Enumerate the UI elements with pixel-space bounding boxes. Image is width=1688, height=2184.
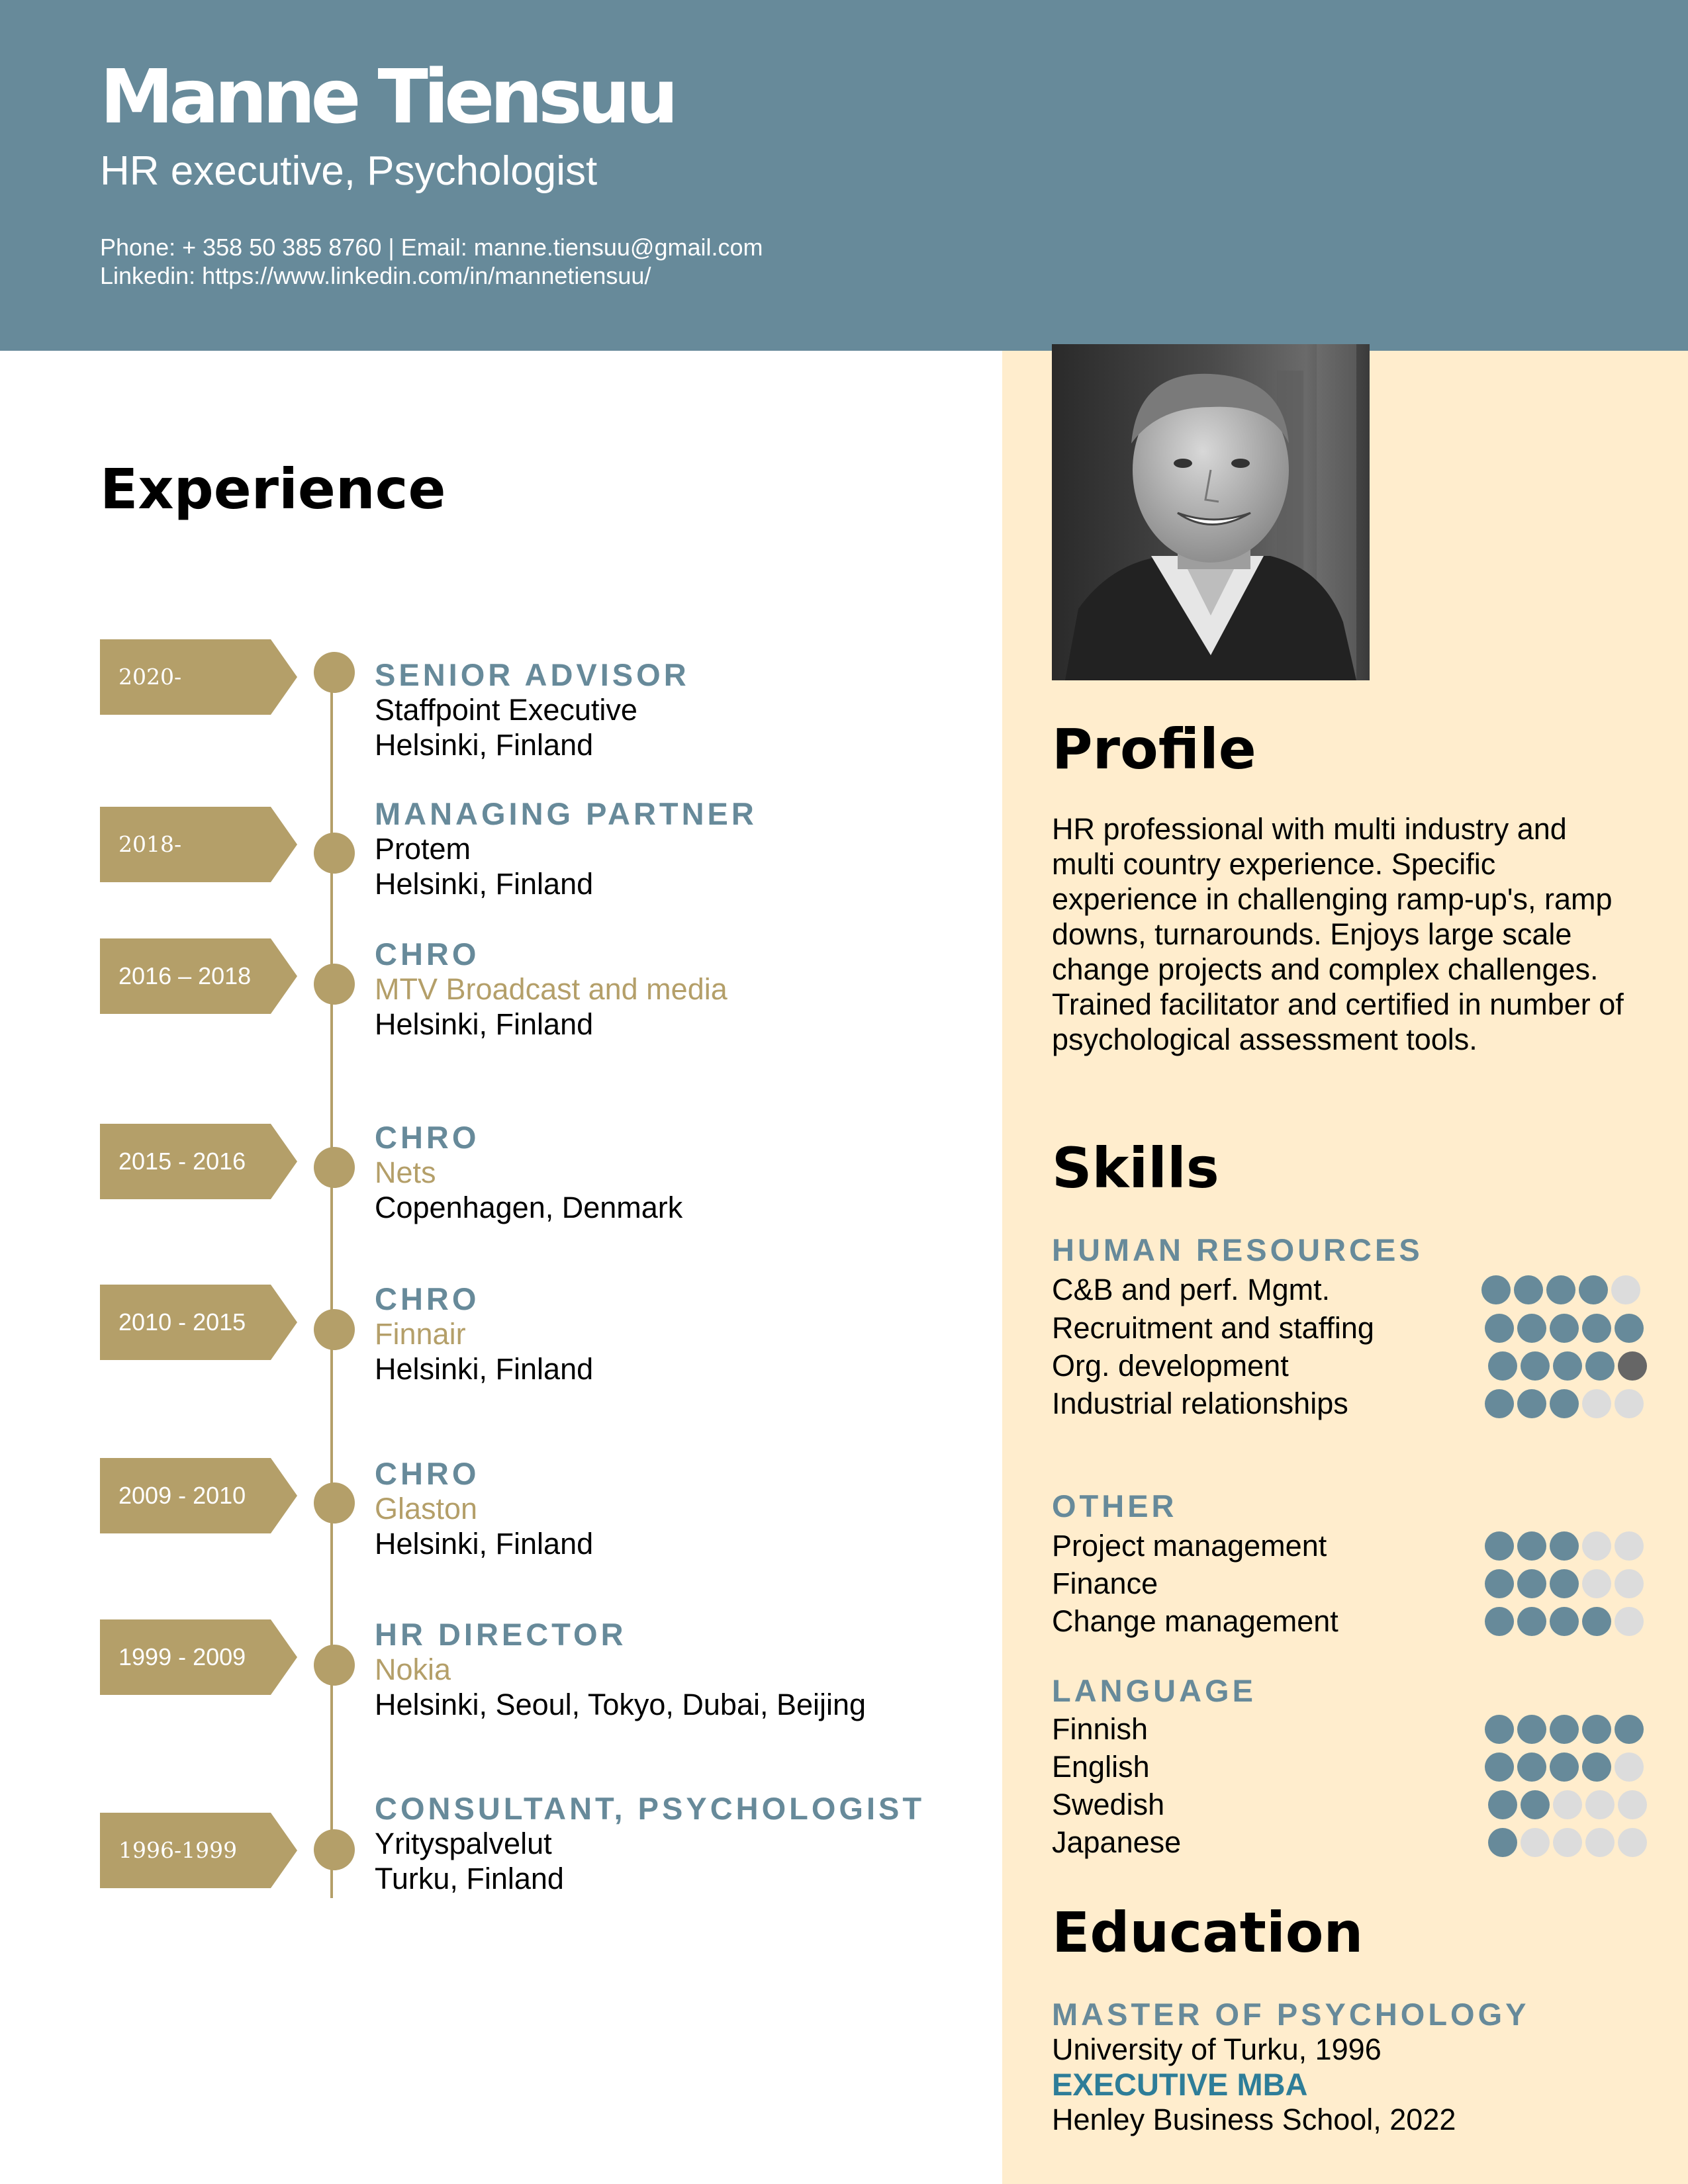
- rating-dot-filled: [1550, 1752, 1579, 1782]
- date-tag: [100, 938, 297, 1014]
- skill-name: Swedish: [1052, 1788, 1165, 1821]
- date-tag: [100, 639, 297, 715]
- rating-dot-filled: [1615, 1715, 1644, 1744]
- contact-info: [100, 233, 763, 290]
- experience-entry: [375, 936, 727, 1042]
- rating-dot-empty: [1582, 1389, 1611, 1418]
- person-subtitle: HR executive, Psychologist: [100, 148, 598, 194]
- skill-name: Change management: [1052, 1604, 1338, 1638]
- job-location: Turku, Finland: [375, 1862, 564, 1895]
- rating-dot-empty: [1611, 1275, 1640, 1304]
- timeline-dot: [314, 1645, 355, 1686]
- rating-dot-filled: [1481, 1275, 1511, 1304]
- rating-dot-filled: [1582, 1715, 1611, 1744]
- timeline-dot: [314, 1829, 355, 1870]
- job-title: CHRO: [375, 1456, 480, 1491]
- date-tag: [100, 1619, 297, 1695]
- rating-dot-filled: [1550, 1607, 1579, 1636]
- rating-dot-filled: [1485, 1531, 1514, 1561]
- rating-dot-filled: [1521, 1351, 1550, 1381]
- rating-dot-empty: [1553, 1790, 1582, 1819]
- profile-summary: HR professional with multi industry and multi country experience. Specific experience in challenging ramp-up's, ramp downs, turnarounds. Enjoys large scale change projects and complex challenges. Trained facilitator and certified in number of psychological assessment tools.: [1052, 812, 1624, 1056]
- rating-dot-filled: [1514, 1275, 1543, 1304]
- company-name: Finnair: [375, 1317, 466, 1351]
- date-tag: [100, 1285, 297, 1360]
- rating-dot-filled: [1485, 1715, 1514, 1744]
- skill-row: [1052, 1602, 1595, 1640]
- date-label: 2015 - 2016: [118, 1148, 246, 1175]
- skill-group-heading: LANGUAGE: [1052, 1673, 1256, 1708]
- date-tag: [100, 1458, 297, 1533]
- timeline-dot: [314, 833, 355, 874]
- rating-dot-filled: [1550, 1715, 1579, 1744]
- rating-dot-empty: [1618, 1790, 1647, 1819]
- rating-dot-empty: [1615, 1389, 1644, 1418]
- rating-dot-filled: [1546, 1275, 1575, 1304]
- skill-row: [1052, 1710, 1595, 1748]
- job-title: HR DIRECTOR: [375, 1617, 627, 1652]
- date-label: 2018-: [118, 831, 182, 857]
- date-label: 1999 - 2009: [118, 1643, 246, 1670]
- rating-dot-filled: [1485, 1752, 1514, 1782]
- rating-dot-empty: [1553, 1828, 1582, 1857]
- rating-dot-filled: [1517, 1569, 1546, 1598]
- rating-dot-filled: [1582, 1607, 1611, 1636]
- company-name: Glaston: [375, 1492, 478, 1525]
- company-name: MTV Broadcast and media: [375, 972, 727, 1006]
- rating-dot-filled: [1485, 1389, 1514, 1418]
- rating-dot-filled: [1517, 1607, 1546, 1636]
- skill-row: [1052, 1565, 1595, 1602]
- skill-name: English: [1052, 1750, 1150, 1784]
- experience-entry: [375, 1120, 682, 1225]
- rating-dot-filled: [1488, 1828, 1517, 1857]
- rating-dot-filled: [1550, 1531, 1579, 1561]
- date-label: 2016 – 2018: [118, 962, 252, 989]
- skill-name: Org. development: [1052, 1349, 1289, 1383]
- education-school: University of Turku, 1996: [1052, 2032, 1382, 2066]
- rating-dot-empty: [1618, 1828, 1647, 1857]
- timeline-dot: [314, 1309, 355, 1350]
- header-banner: [0, 0, 1688, 351]
- job-title: MANAGING PARTNER: [375, 796, 757, 831]
- rating-dot-filled: [1517, 1715, 1546, 1744]
- rating-dot-empty: [1582, 1531, 1611, 1561]
- job-location: Helsinki, Finland: [375, 728, 594, 762]
- rating-dot-filled: [1582, 1314, 1611, 1343]
- timeline-dot: [314, 652, 355, 693]
- rating-dot-filled: [1585, 1351, 1615, 1381]
- job-title: CHRO: [375, 936, 480, 972]
- timeline-dot: [314, 1147, 355, 1188]
- experience-entry: [375, 1281, 593, 1387]
- experience-entry: [375, 1456, 593, 1561]
- experience-entry: [375, 1617, 866, 1722]
- skill-row: [1052, 1748, 1595, 1786]
- rating-dot-empty: [1615, 1569, 1644, 1598]
- skill-name: C&B and perf. Mgmt.: [1052, 1273, 1331, 1306]
- rating-dot-empty: [1615, 1752, 1644, 1782]
- skill-name: Finnish: [1052, 1712, 1149, 1746]
- date-tag: [100, 1124, 297, 1199]
- skill-name: Recruitment and staffing: [1052, 1311, 1374, 1345]
- rating-dot-filled: [1517, 1314, 1546, 1343]
- rating-dot-filled: [1618, 1351, 1647, 1381]
- company-name: Protem: [375, 832, 471, 866]
- skill-row: [1052, 1271, 1595, 1308]
- rating-dot-filled: [1485, 1314, 1514, 1343]
- rating-dot-filled: [1579, 1275, 1608, 1304]
- experience-entry: [375, 657, 690, 762]
- skill-row: [1052, 1385, 1595, 1422]
- profile-heading: Profile: [1052, 717, 1256, 782]
- rating-dot-filled: [1517, 1531, 1546, 1561]
- rating-dot-filled: [1517, 1389, 1546, 1418]
- company-name: Nets: [375, 1156, 436, 1189]
- rating-dot-filled: [1488, 1351, 1517, 1381]
- experience-entry: [375, 796, 757, 901]
- rating-dot-empty: [1585, 1828, 1615, 1857]
- rating-dot-filled: [1488, 1790, 1517, 1819]
- skills-heading: Skills: [1052, 1136, 1219, 1201]
- skill-name: Finance: [1052, 1567, 1158, 1600]
- rating-dot-filled: [1582, 1752, 1611, 1782]
- rating-dot-filled: [1485, 1607, 1514, 1636]
- rating-dot-empty: [1585, 1790, 1615, 1819]
- rating-dot-filled: [1550, 1314, 1579, 1343]
- education-degree: MASTER OF PSYCHOLOGY: [1052, 1997, 1530, 2032]
- contact-line-phone-email: Phone: + 358 50 385 8760 | Email: manne.tiensuu@gmail.com: [100, 234, 763, 261]
- job-location: Helsinki, Finland: [375, 1352, 594, 1386]
- timeline-dot: [314, 964, 355, 1005]
- skill-name: Japanese: [1052, 1825, 1182, 1859]
- rating-dot-filled: [1521, 1790, 1550, 1819]
- date-label: 2020-: [118, 664, 182, 690]
- skill-row: [1052, 1823, 1595, 1861]
- skill-row: [1052, 1527, 1595, 1565]
- skill-group-heading: HUMAN RESOURCES: [1052, 1232, 1423, 1267]
- rating-dot-empty: [1615, 1607, 1644, 1636]
- job-title: SENIOR ADVISOR: [375, 657, 690, 692]
- job-location: Helsinki, Finland: [375, 1007, 594, 1041]
- rating-dot-filled: [1485, 1569, 1514, 1598]
- rating-dot-filled: [1615, 1314, 1644, 1343]
- profile-photo: [1052, 344, 1370, 680]
- date-tag: [100, 1813, 297, 1888]
- rating-dot-filled: [1517, 1752, 1546, 1782]
- skill-group-heading: OTHER: [1052, 1488, 1178, 1524]
- rating-dot-empty: [1582, 1569, 1611, 1598]
- company-name: Nokia: [375, 1653, 451, 1686]
- experience-heading: Experience: [100, 457, 446, 522]
- skill-row: [1052, 1786, 1595, 1823]
- job-location: Helsinki, Seoul, Tokyo, Dubai, Beijing: [375, 1688, 867, 1721]
- education-heading: Education: [1052, 1900, 1364, 1965]
- education-degree: EXECUTIVE MBA: [1052, 2067, 1308, 2102]
- rating-dot-filled: [1550, 1389, 1579, 1418]
- contact-line-linkedin: Linkedin: https://www.linkedin.com/in/mannetiensuu/: [100, 262, 651, 289]
- rating-dot-filled: [1553, 1351, 1582, 1381]
- rating-dot-empty: [1615, 1531, 1644, 1561]
- portrait-illustration: [1052, 344, 1370, 680]
- date-tag: [100, 807, 297, 882]
- date-label: 2009 - 2010: [118, 1482, 246, 1509]
- job-title: CHRO: [375, 1281, 480, 1316]
- rating-dot-filled: [1550, 1569, 1579, 1598]
- skill-row: [1052, 1309, 1595, 1347]
- job-title: CONSULTANT, PSYCHOLOGIST: [375, 1791, 925, 1826]
- company-name: Yrityspalvelut: [375, 1827, 552, 1860]
- job-location: Helsinki, Finland: [375, 867, 594, 901]
- experience-entry: [375, 1791, 925, 1896]
- person-name: Manne Tiensuu: [100, 54, 675, 140]
- skill-name: Project management: [1052, 1529, 1327, 1563]
- timeline-dot: [314, 1482, 355, 1524]
- company-name: Staffpoint Executive: [375, 693, 637, 727]
- education-school: Henley Business School, 2022: [1052, 2103, 1456, 2136]
- job-location: Copenhagen, Denmark: [375, 1191, 683, 1224]
- job-location: Helsinki, Finland: [375, 1527, 594, 1561]
- skill-row: [1052, 1347, 1595, 1385]
- skill-name: Industrial relationships: [1052, 1387, 1348, 1420]
- rating-dot-empty: [1521, 1828, 1550, 1857]
- date-label: 1996-1999: [118, 1837, 238, 1863]
- date-label: 2010 - 2015: [118, 1308, 246, 1336]
- job-title: CHRO: [375, 1120, 480, 1155]
